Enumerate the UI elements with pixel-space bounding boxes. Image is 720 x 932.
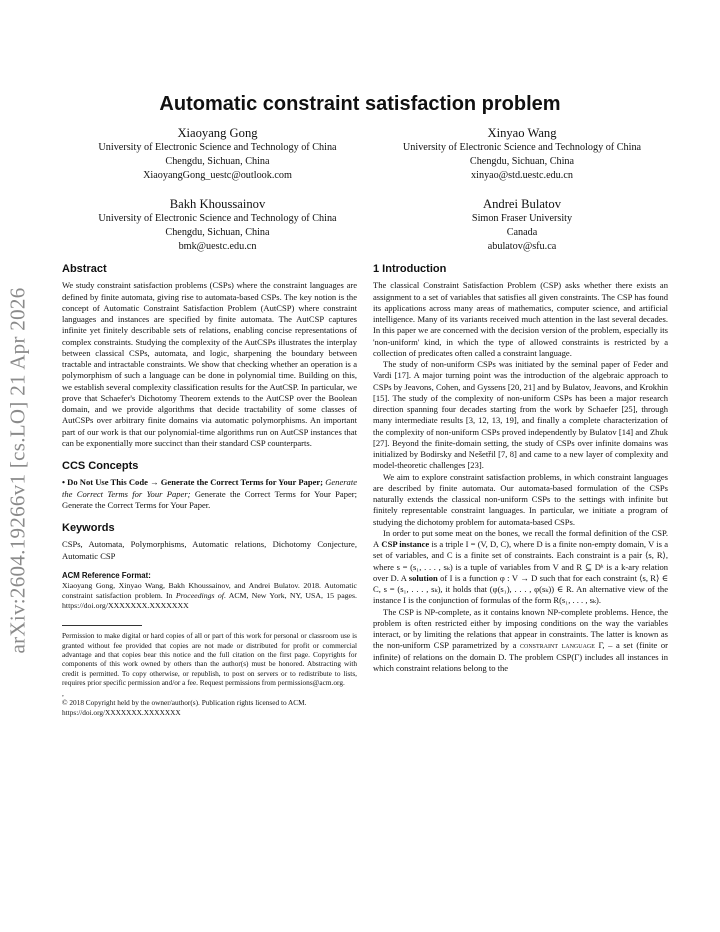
- intro-paragraph: [373, 607, 668, 675]
- text-run: In order to put some meat on the bones, we recall the formal definition of the CSP. A: [373, 527, 668, 549]
- acm-ref-part: . ACM, New York, NY, USA, 15 pages. https://doi.org/XXXXXXX.XXXXXXX: [62, 590, 358, 611]
- author-affiliation: University of Electronic Science and Technology of China: [402, 142, 642, 153]
- author-location: Chengdu, Sichuan, China: [469, 156, 575, 168]
- arxiv-stamp: arXiv:2604.19266v1 [cs.LO] 21 Apr 2026: [5, 286, 30, 654]
- ccs-italic: Generate the Correct Terms for Your Paper;: [62, 477, 358, 499]
- author-email: bmk@uestc.edu.cn: [178, 241, 257, 253]
- ccs-bullet: • Do Not Use This Code → Generate the Correct Terms for Your Paper;: [62, 477, 324, 488]
- acm-ref-heading: ACM Reference Format:: [62, 570, 151, 580]
- intro-paragraph: We aim to explore constraint satisfaction problems, in which constraint languages are described by finite automata. Our automata-based formulation of the CSPs naturally extends the classical non-uniform CSPs to the settings with infinite but finitely representable constraint languages. In particular, we initiate a program of studying the dichotomy problem for automata-based CSPs.: [373, 471, 668, 527]
- author-email: XiaoyangGong_uestc@outlook.com: [143, 170, 292, 182]
- keywords-text: CSPs, Automata, Polymorphisms, Automatic relations, Dichotomy Conjecture, Automatic CSP: [62, 539, 357, 561]
- author-location: Canada: [506, 227, 538, 239]
- acm-ref-part: Xiaoyang Gong, Xinyao Wang, Bakh Khoussainov, and Andrei Bulatov. 2018. Automatic constraint satisfaction problem. In: [62, 580, 357, 600]
- term-bold: solution: [408, 572, 438, 583]
- author-location: Chengdu, Sichuan, China: [165, 227, 270, 239]
- intro-heading: 1 Introduction: [373, 263, 447, 275]
- text-run: The CSP is NP-complete, as it contains known NP-complete problems. Hence, the problem is often restricted either by imposing conditions on the way the variables interact, or by limiting the relations that appear in constraints. The latter is known as the non-uniform CSP parametrized by a: [373, 606, 668, 651]
- acm-ref-text: [62, 581, 357, 612]
- ccs-heading: CCS Concepts: [62, 460, 139, 472]
- right-column: [373, 264, 668, 674]
- author-name: Xinyao Wang: [487, 126, 557, 140]
- author-email: xinyao@std.uestc.edu.cn: [471, 170, 573, 182]
- text-run: of I is a function φ : V → D such that for each constraint ⟨s, R⟩ ∈ C, s = (s₁, . . . , sₖ), it holds that (φ(s₁), . . . , φ(sₖ)) ∈ R. An alternative view of the instance I is the conjunction of formulas of the form R(s₁, . . . , sₖ).: [373, 572, 669, 606]
- author-affiliation: University of Electronic Science and Technology of China: [98, 213, 337, 224]
- doi-line: https://doi.org/XXXXXXX.XXXXXXX: [62, 707, 181, 717]
- intro-paragraph: [373, 528, 668, 607]
- term-bold: CSP instance: [381, 539, 430, 549]
- conference-line: ,: [62, 689, 64, 699]
- abstract-heading: Abstract: [62, 263, 107, 275]
- author-block: [366, 196, 678, 255]
- author-affiliation: University of Electronic Science and Technology of China: [98, 142, 337, 153]
- acm-ref-italic: Proceedings of: [175, 590, 224, 600]
- keywords-heading: Keywords: [62, 522, 115, 534]
- ccs-rest: Generate the Correct Terms for Your Paper; Generate the Correct Terms for Your Paper.: [62, 488, 357, 510]
- abstract-text: We study constraint satisfaction problems (CSPs) where the constraint languages are defined by finite automata, giving rise to automata-based CSPs. The key notion is the concept of Automatic Constraint Satisfaction Problem (AutCSP) where constraint languages and instances are specified by finite automata. The AutCSP captures infinite yet finitely describable sets of relations, enabling concise representations of complex constraints. Studying the complexity of the AutCSPs illustrates the interplay between classical CSPs, automata, and logic, sharpening the boundary between tractable and intractable constraints. We show that checking whether an operation is a polymorphism of such a language can be done in polynomial time. Building on this, we establish several complexity classification results for the AutCSP. In particular, we prove that Schaefer's Dichotomy Theorem extends to the AutCSP over the Boolean domain, and we provide algorithms that decide tractability of some classes of AutCSPs over arbitrary finite domains via automatic polymorphisms. An important part of our work is that our polynomial-time algorithms run on AutCSP instances that can be exponentially more succinct than their standard CSP counterparts.: [62, 280, 357, 448]
- footnote-rule: [62, 625, 142, 626]
- author-block: [62, 196, 373, 255]
- intro-paragraph: The study of non-uniform CSPs was initiated by the seminal paper of Feder and Vardi [17]. A major turning point was the introduction of the algebraic approach to CSPs by Jeavons, Cohen, and Gyssens [20, 21] and by Bulatov, Jeavons, and Krokhin [15]. The study of the complexity of non-uniform CSPs has been a major research direction spanning four decades starting from the work by Schaefer [25], through many intermediate results [3, 12, 13, 19], and finally a complete characterization of the complexity of non-uniform CSPs proved independently by Bulatov [14] and Zhuk [27]. Beyond the finite-domain setting, the study of CSPs over infinite domains was initialized by Bodirsky and Nešetřil [7, 8] and came to a new layer of complexity and model-theoretic challenges [23].: [373, 359, 668, 471]
- author-name: Bakh Khoussainov: [169, 197, 266, 211]
- author-block: [62, 125, 373, 184]
- text-run: is a triple I = (V, D, C), where D is a finite non-empty domain, V is a set of variables, and C is a finite set of constraints. Each constraint is a pair ⟨s, R⟩, where s = (s₁, . . . , sₖ) is a tuple of variables from V and R ⊆ Dᵏ is a k-ary relation over D. A: [373, 539, 669, 583]
- left-column: [62, 264, 357, 717]
- intro-paragraph: The classical Constraint Satisfaction Problem (CSP) asks whether there exists an assignment to a set of variables that satisfies all given constraints. The CSP has found its applications across many areas of mathematics, computer science, and artificial intelligence. Many of its variants received much attention in the last several decades. In this paper we are concerned with the decision version of the problem, especially its 'non-uniform' kind, in which the type of allowed constraints is restricted by a collection of predicates often called a constraint language.: [373, 280, 668, 358]
- author-email: abulatov@sfu.ca: [487, 241, 557, 253]
- author-location: Chengdu, Sichuan, China: [165, 156, 270, 168]
- text-run: Γ, – a set (finite or infinite) of relations on the domain D. The problem CSP(Γ) includes all instances in which constraint relations belong to the: [373, 640, 669, 673]
- author-block: [366, 125, 678, 184]
- ccs-text: [62, 477, 357, 511]
- copyright-line: © 2018 Copyright held by the owner/author(s). Publication rights licensed to ACM.: [62, 698, 307, 708]
- author-name: Andrei Bulatov: [483, 197, 561, 211]
- author-affiliation: Simon Fraser University: [471, 213, 573, 224]
- term-smallcaps: constraint language: [519, 640, 595, 651]
- paper-title: Automatic constraint satisfaction problem: [159, 93, 561, 115]
- author-name: Xiaoyang Gong: [177, 126, 258, 140]
- permission-notice: Permission to make digital or hard copies of all or part of this work for personal or classroom use is granted without fee provided that copies are not made or distributed for profit or commercial advantage and that copies bear this notice and the full citation on the first page. Copyrights for components of this work owned by others than the author(s) must be honored. Abstracting with credit is permitted. To copy otherwise, or republish, to post on servers or to redistribute to lists, requires prior specific permission and/or a fee. Request permissions from permissions@acm.org.: [62, 631, 357, 687]
